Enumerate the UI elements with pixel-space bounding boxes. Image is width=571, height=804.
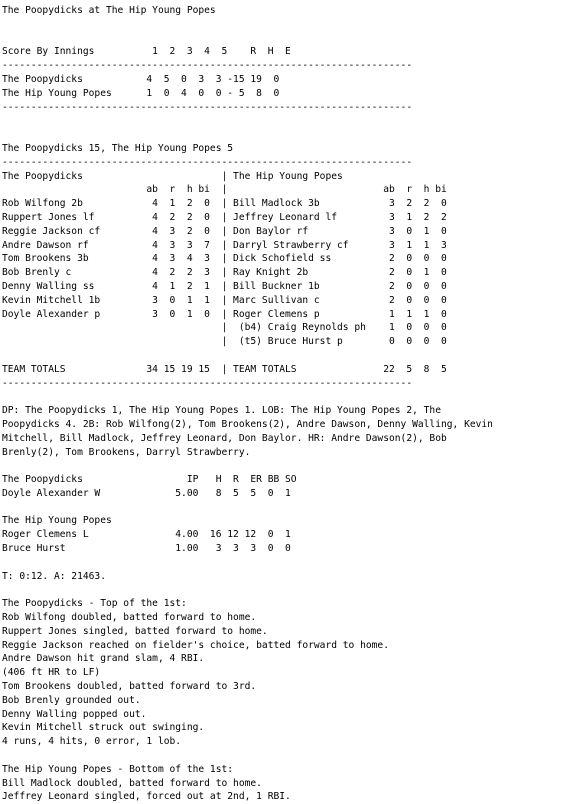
final-score: The Poopydicks 15, The Hip Young Popes 5 (2, 142, 234, 154)
inning-summary: 4 runs, 4 hits, 0 error, 1 lob. (2, 736, 182, 748)
boxscore-row: Doyle Alexander p 3 0 1 0 | Roger Clemens p 1 1 1 0 (2, 308, 447, 320)
play-line: Kevin Mitchell struck out swinging. (2, 722, 205, 734)
linescore-bottom-rule: ----------------------------------------------------------------------- (2, 101, 413, 113)
inning-header: The Poopydicks - Top of the 1st: (2, 598, 187, 610)
play-line: Andre Dawson hit grand slam, 4 RBI. (2, 653, 205, 665)
boxscore-row: Rob Wilfong 2b 4 1 2 0 | Bill Madlock 3b 3 2 2 0 (2, 198, 447, 210)
boxscore-top-rule: ----------------------------------------------------------------------- (2, 156, 413, 168)
boxscore-row: Andre Dawson rf 4 3 3 7 | Darryl Strawberry cf 3 1 1 3 (2, 239, 447, 251)
linescore-top-rule: ----------------------------------------------------------------------- (2, 60, 413, 72)
notes-line: Brenly(2), Tom Brookens, Darryl Strawberry. (2, 446, 251, 458)
play-line: Tom Brookens doubled, batted forward to 3rd. (2, 681, 257, 693)
play-line: Jeffrey Leonard singled, forced out at 2nd, 1 RBI. (2, 791, 291, 803)
boxscore-row: | (t5) Bruce Hurst p 0 0 0 0 (2, 336, 447, 348)
linescore-row-away: The Poopydicks 4 5 0 3 3 -15 19 0 (2, 73, 280, 85)
pitching-row: Doyle Alexander W 5.00 8 5 5 0 1 (2, 487, 291, 499)
inning-header: The Hip Young Popes - Bottom of the 1st: (2, 763, 234, 775)
linescore-header: Score By Innings 1 2 3 4 5 R H E (2, 46, 291, 58)
boxscore-team-totals: TEAM TOTALS 34 15 19 15 | TEAM TOTALS 22 5 8 5 (2, 363, 447, 375)
time-attendance: T: 0:12. A: 21463. (2, 570, 106, 582)
play-line: Bob Brenly grounded out. (2, 694, 141, 706)
linescore-row-home: The Hip Young Popes 1 0 4 0 0 - 5 8 0 (2, 87, 280, 99)
boxscore-row: Denny Walling ss 4 1 2 1 | Bill Buckner 1b 2 0 0 0 (2, 280, 447, 292)
boxscore-row: Kevin Mitchell 1b 3 0 1 1 | Marc Sullivan c 2 0 0 0 (2, 294, 447, 306)
boxscore-row: Reggie Jackson cf 4 3 2 0 | Don Baylor rf 3 0 1 0 (2, 225, 447, 237)
boxscore-row: | (b4) Craig Reynolds ph 1 0 0 0 (2, 322, 447, 334)
pitching-row: Bruce Hurst 1.00 3 3 3 0 0 (2, 543, 291, 555)
notes-line: DP: The Poopydicks 1, The Hip Young Popes 1. LOB: The Hip Young Popes 2, The (2, 405, 441, 417)
play-line: Rob Wilfong doubled, batted forward to home. (2, 612, 257, 624)
notes-line: Mitchell, Bill Madlock, Jeffrey Leonard, Don Baylor. HR: Andre Dawson(2), Bob (2, 432, 447, 444)
boxscore-column-header: ab r h bi | ab r h bi (2, 184, 447, 196)
boxscore-row: Bob Brenly c 4 2 2 3 | Ray Knight 2b 2 0 1 0 (2, 267, 447, 279)
boxscore-row: Ruppert Jones lf 4 2 2 0 | Jeffrey Leonard lf 3 1 2 2 (2, 211, 447, 223)
boxscore-team-header: The Poopydicks | The Hip Young Popes (2, 170, 343, 182)
pitching-row: Roger Clemens L 4.00 16 12 12 0 1 (2, 529, 291, 541)
play-line: Ruppert Jones singled, batted forward to home. (2, 625, 268, 637)
boxscore-row: Tom Brookens 3b 4 3 4 3 | Dick Schofield ss 2 0 0 0 (2, 253, 447, 265)
play-line: Reggie Jackson reached on fielder's choice, batted forward to home. (2, 639, 389, 651)
pitching-team-header: The Hip Young Popes (2, 515, 112, 527)
play-line: Denny Walling popped out. (2, 708, 147, 720)
pitching-header: The Poopydicks IP H R ER BB SO (2, 474, 297, 486)
notes-line: Poopydicks 4. 2B: Rob Wilfong(2), Tom Brookens(2), Andre Dawson, Denny Walling, Kevin (2, 418, 493, 430)
game-title: The Poopydicks at The Hip Young Popes (2, 5, 216, 16)
play-line: (406 ft HR to LF) (2, 667, 101, 679)
boxscore-bottom-rule: ----------------------------------------------------------------------- (2, 377, 413, 389)
play-line: Bill Madlock doubled, batted forward to home. (2, 777, 262, 789)
